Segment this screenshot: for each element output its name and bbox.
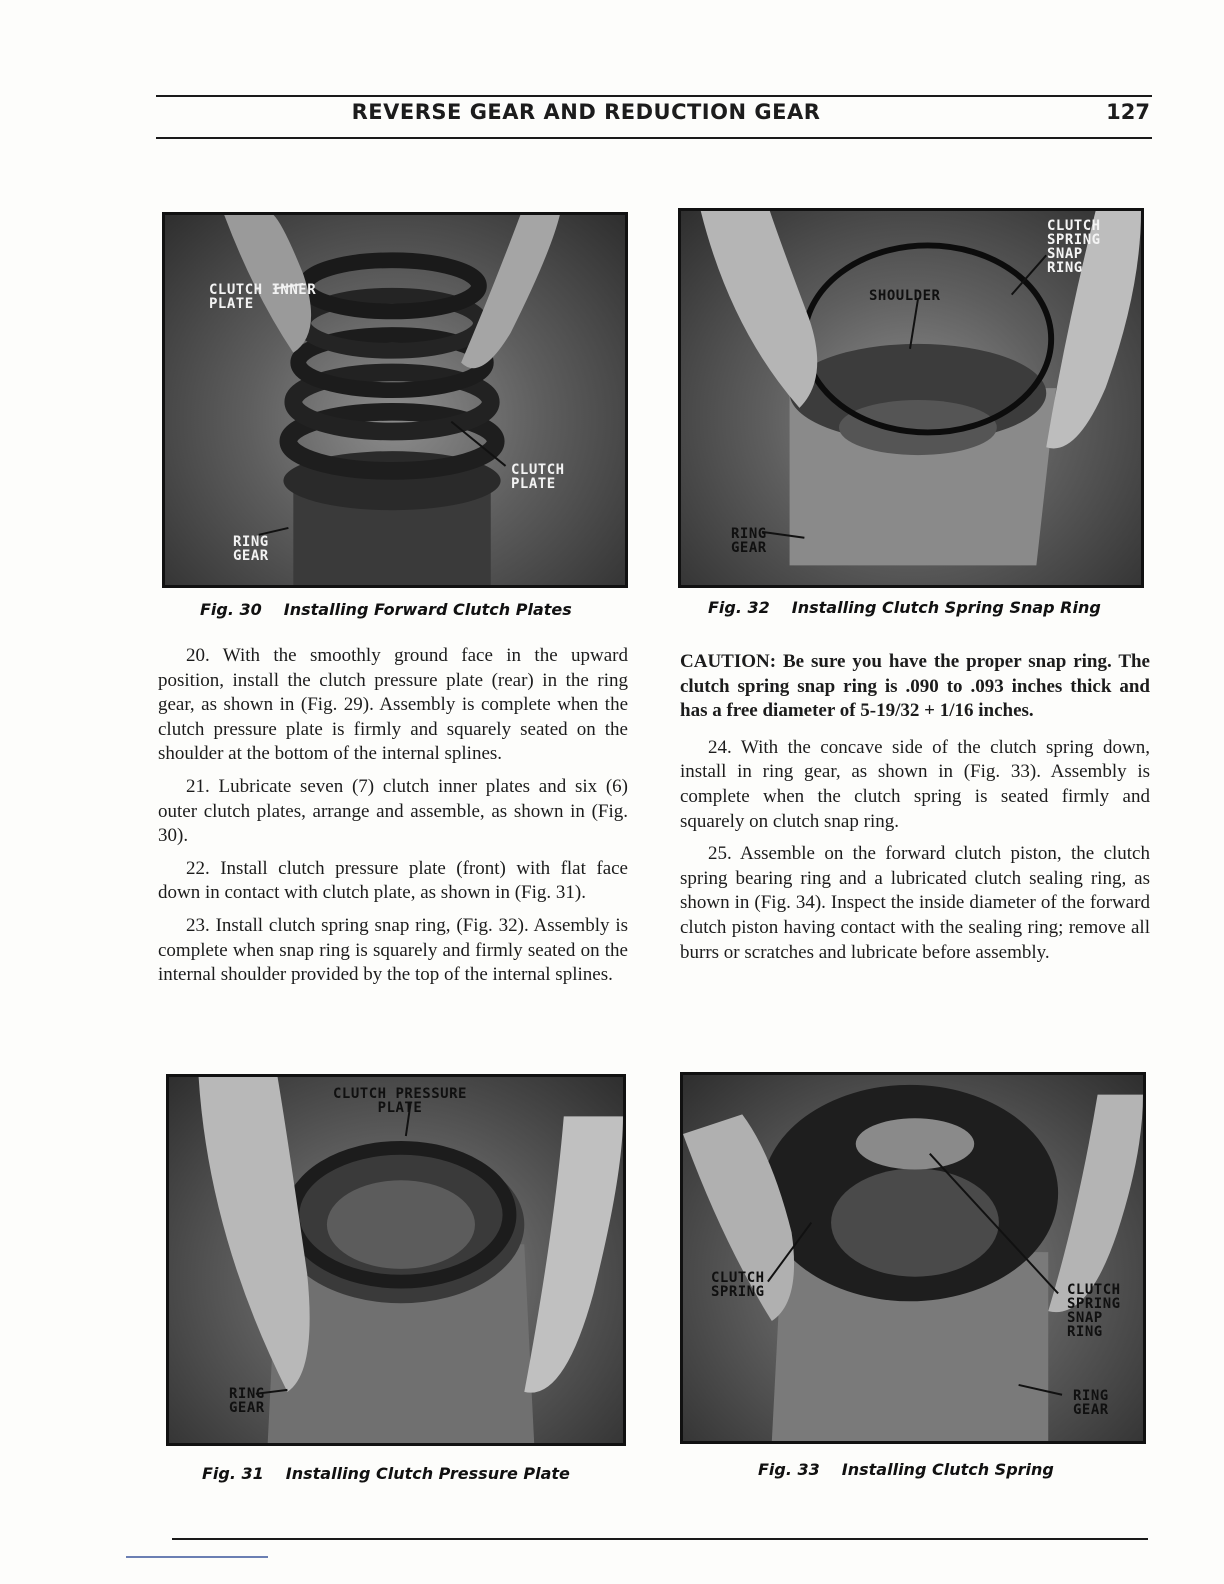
figure-32-number: Fig. 32 (708, 598, 770, 617)
callout-shoulder: SHOULDER (869, 288, 941, 304)
step-21-paragraph: 21. Lubricate seven (7) clutch inner plates and six (6) outer clutch plates, arrange and assemble, as shown in (Fig. 30). (158, 775, 628, 847)
figure-32-title: Installing Clutch Spring Snap Ring (791, 598, 1101, 617)
clutch-plates-illustration (165, 215, 625, 585)
step-25-paragraph: 25. Assemble on the forward clutch piston, the clutch spring bearing ring and a lubricated clutch sealing ring, as shown in (Fig. 34). Inspect the inside diameter of the forward clutch piston having contact with the sealing ring; remove all burrs or scratches and lubricate before assembly. (680, 843, 1150, 963)
figure-33-photo (680, 1072, 1146, 1444)
header-rule-bottom (156, 137, 1152, 139)
callout-ring-gear: RING GEAR (233, 534, 269, 564)
right-text-column (680, 650, 1150, 973)
step-22-paragraph: 22. Install clutch pressure plate (front) with flat face down in contact with clutch plate, as shown in (Fig. 31). (158, 857, 628, 904)
clutch-spring-illustration (683, 1075, 1143, 1441)
page-header-title: REVERSE GEAR AND REDUCTION GEAR (351, 100, 821, 124)
figure-33-number: Fig. 33 (758, 1460, 820, 1479)
caution-paragraph: CAUTION: Be sure you have the proper snap ring. The clutch spring snap ring is .090 to .093 inches thick and has a free diameter of 5-19/32 + 1/16 inches. (680, 651, 1150, 722)
figure-32-caption (708, 598, 1101, 617)
step-23-paragraph: 23. Install clutch spring snap ring, (Fig. 32). Assembly is complete when snap ring is squarely and firmly seated on the internal shoulder provided by the top of the internal splines. (158, 914, 628, 986)
callout-ring-gear: RING GEAR (1073, 1388, 1109, 1418)
figure-33-title: Installing Clutch Spring (841, 1460, 1054, 1479)
step-20-paragraph: 20. With the smoothly ground face in the upward position, install the clutch pressure plate (rear) in the ring gear, as shown in (Fig. 29). Assembly is complete when the clutch pressure plate is firmly and squarely seated on the shoulder at the bottom of the internal splines. (158, 645, 628, 765)
callout-clutch-inner-plate: CLUTCH INNER PLATE (209, 282, 317, 312)
figure-30-number: Fig. 30 (200, 600, 262, 619)
left-text-column (158, 644, 628, 996)
figure-31-photo (166, 1074, 626, 1446)
figure-30-caption (200, 600, 572, 619)
callout-clutch-spring: CLUTCH SPRING (711, 1270, 765, 1300)
figure-30-title: Installing Forward Clutch Plates (283, 600, 572, 619)
figure-31-title: Installing Clutch Pressure Plate (285, 1464, 570, 1483)
callout-ring-gear: RING GEAR (229, 1386, 265, 1416)
callout-clutch-spring-snap-ring: CLUTCH SPRING SNAP RING (1047, 218, 1101, 276)
callout-clutch-plate: CLUTCH PLATE (511, 462, 565, 492)
figure-32-photo (678, 208, 1144, 588)
figure-30-photo (162, 212, 628, 588)
footer-rule (172, 1538, 1148, 1540)
figure-33-caption (758, 1460, 1054, 1479)
figure-31-caption (202, 1464, 570, 1483)
header-rule-top (156, 95, 1152, 97)
step-24-paragraph: 24. With the concave side of the clutch spring down, install in ring gear, as shown in (Fig. 33). Assembly is complete when the clutch spring is seated firmly and squarely on clutch snap ring. (680, 736, 1150, 832)
figure-31-number: Fig. 31 (202, 1464, 264, 1483)
callout-ring-gear: RING GEAR (731, 526, 767, 556)
page-number: 127 (1106, 100, 1150, 124)
callout-clutch-spring-snap-ring: CLUTCH SPRING SNAP RING (1067, 1282, 1121, 1340)
footer-mark (126, 1556, 268, 1558)
callout-clutch-pressure-plate: CLUTCH PRESSURE PLATE (333, 1086, 467, 1116)
